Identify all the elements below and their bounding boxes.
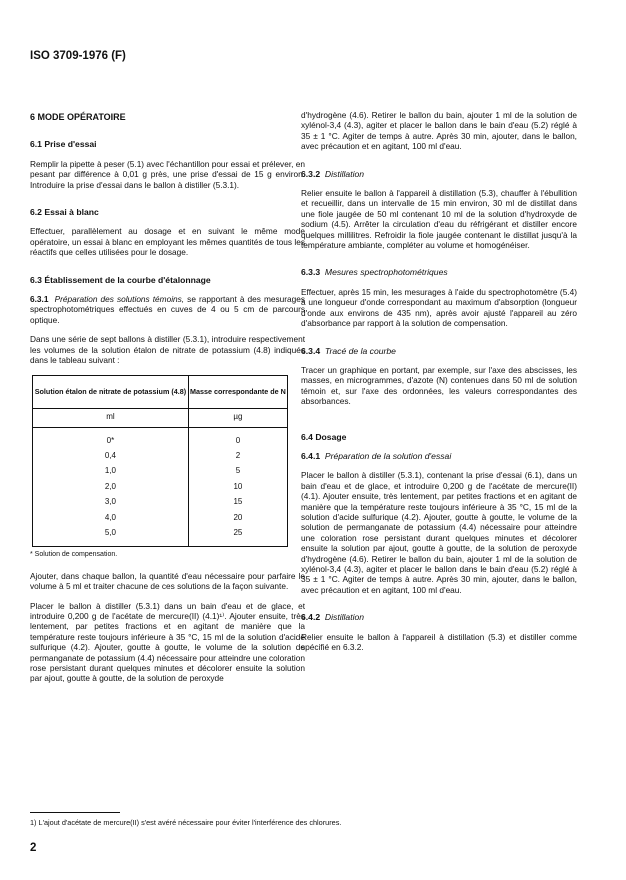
section-6-3-2-title: Distillation xyxy=(324,168,365,179)
section-6-3-4-text: Tracer un graphique en portant, par exemple, sur l'axe des abscisses, les masses, en microgrammes, d'azote (N) contenues dans 50 ml de solution témoin et, sur l'axe des ordonnées, les valeurs correspondantes des absorbances. xyxy=(301,364,577,407)
table-cell: 25 xyxy=(233,527,243,537)
table-header-solution: Solution étalon de nitrate de potassium (4.8) xyxy=(33,375,189,408)
table-cell: 2 xyxy=(235,450,241,460)
section-6-3-3-heading xyxy=(301,267,577,277)
section-6-4-1-title: Préparation de la solution d'essai xyxy=(324,450,452,461)
document-header: ISO 3709-1976 (F) xyxy=(30,50,126,62)
table-cell: 20 xyxy=(233,512,243,522)
continuation-text: d'hydrogène (4.6). Retirer le ballon du bain, ajouter 1 ml de la solution de xylénol-3,4 (4.3), agiter et placer le ballon dans le bain d'eau (5.2) réglé à 35 ± 1 °C. Agiter de temps à autre. Après 30 min, ajouter, dans le ballon, avec précaution et en agitant, 100 ml d'eau. xyxy=(301,110,577,152)
table-cell: 0* xyxy=(106,435,115,445)
section-6-2-text: Effectuer, parallèlement au dosage et en suivant le même mode opératoire, un essai à blanc en employant les mêmes quantités de tous les réactifs que celles utilisées pour le dosage. xyxy=(30,226,305,258)
section-6-3-1-title: Préparation des solutions témoins, xyxy=(54,294,185,305)
section-6-3-2-number: 6.3.2 xyxy=(301,168,321,179)
section-6-heading: 6 MODE OPÉRATOIRE xyxy=(30,112,126,122)
page-number: 2 xyxy=(30,842,37,854)
section-6-4-1-number: 6.4.1 xyxy=(301,450,321,461)
section-6-4-heading: 6.4 Dosage xyxy=(301,431,347,442)
section-6-3-4-title: Tracé de la courbe xyxy=(324,345,396,356)
after-table-text: Ajouter, dans chaque ballon, la quantité d'eau nécessaire pour parfaire le volume à 5 ml et traiter chacune de ces solutions de la façon suivante. xyxy=(30,570,305,592)
section-6-3-4-number: 6.3.4 xyxy=(301,345,321,356)
standard-solutions-table xyxy=(32,375,288,548)
section-6-3-3-text: Effectuer, après 15 min, les mesurages à l'aide du spectrophotomètre (5.4) à une longueur d'onde correspondant au maximum d'absorption (longueur d'onde aux environs de 435 nm), après avoir ajusté l'appareil au zéro d'absorbance par rapport à la solution de compensation. xyxy=(301,286,577,329)
table-volume-column xyxy=(33,427,189,547)
footnote: 1) L'ajout d'acétate de mercure(II) s'est avéré nécessaire pour éviter l'interférence des chlorures. xyxy=(30,818,342,827)
section-6-4-2-heading xyxy=(301,612,577,622)
footnote-rule xyxy=(30,812,120,813)
table-mass-column xyxy=(188,427,287,547)
table-header-mass: Masse correspondante de N xyxy=(188,375,287,408)
table-note: * Solution de compensation. xyxy=(30,551,118,559)
table-cell: 5,0 xyxy=(104,527,116,537)
table-cell: 5 xyxy=(235,466,241,476)
section-6-3-1-body: se rapportant à des mesurages spectrophotométriques effectués en cuves de 4 ou 5 cm de parcours optique. xyxy=(30,294,305,325)
table-cell: 3,0 xyxy=(104,497,116,507)
section-6-4-1-heading xyxy=(301,451,577,461)
section-6-2-heading: 6.2 Essai à blanc xyxy=(30,207,99,218)
section-6-3-2-text: Relier ensuite le ballon à l'appareil à distillation (5.3), chauffer à l'ébullition et recueillir, dans un intervalle de 15 min environ, 30 ml de distillat dans une fiole jaugée de 50 ml contenant 10 ml de la solution d'hydroxyde de sodium (4.5). Arrêter la circulation d'eau du réfrigérant et distiller encore quelques millilitres. Refroidir la fiole jaugée contenant le distillat jusqu'à la température ambiante, compléter au volume et homogénéiser. xyxy=(301,188,577,251)
section-6-3-heading: 6.3 Établissement de la courbe d'étalonnage xyxy=(30,274,211,285)
section-6-3-1-text2: Dans une série de sept ballons à distiller (5.3.1), introduire respectivement les volumes de la solution étalon de nitrate de potassium (4.8) indiqués dans le tableau suivant : xyxy=(30,334,305,366)
section-6-3-2-heading xyxy=(301,169,577,179)
table-cell: 0 xyxy=(235,435,241,445)
right-column xyxy=(301,110,577,661)
table-cell: 10 xyxy=(233,481,243,491)
section-6-3-3-number: 6.3.3 xyxy=(301,267,321,278)
left-column xyxy=(30,108,305,693)
table-cell: 2,0 xyxy=(104,481,116,491)
table-unit-ml: ml xyxy=(33,408,189,427)
table-cell: 15 xyxy=(233,497,243,507)
section-6-3-4-heading xyxy=(301,346,577,356)
section-6-1-heading: 6.1 Prise d'essai xyxy=(30,139,97,150)
section-6-3-1-text xyxy=(30,294,305,325)
section-6-3-3-title: Mesures spectrophotométriques xyxy=(324,267,448,278)
table-cell: 1,0 xyxy=(104,466,116,476)
section-6-4-2-title: Distillation xyxy=(324,612,365,623)
table-cell: 4,0 xyxy=(104,512,116,522)
table-unit-ug: µg xyxy=(188,408,287,427)
section-6-3-1-number: 6.3.1 xyxy=(30,294,49,305)
ballon-paragraph: Placer le ballon à distiller (5.3.1) dans un bain d'eau et de glace, et introduire 0,200 g de l'acétate de mercure(II) (4.1)¹⁾. Ajouter ensuite, très lentement, par petites fractions et en agitant de manière que la température reste toujours inférieure à 35 °C, 15 ml de la solution d'acide sulfurique (4.2). Ajouter, goutte à goutte, le volume de la solution de permanganate de potassium (4.4) nécessaire pour atteindre une coloration rose persistant durant quelques minutes et décolorer ensuite la solution par ajout, goutte à goutte, de la solution de peroxyde xyxy=(30,600,305,684)
section-6-1-text: Remplir la pipette à peser (5.1) avec l'échantillon pour essai et prélever, en pesant par différence à 0,01 g près, une prise d'essai de 15 g environ. Introduire la prise d'essai dans le ballon à distiller (5.3.1). xyxy=(30,158,305,190)
table-cell: 0,4 xyxy=(104,450,116,460)
section-6-4-2-number: 6.4.2 xyxy=(301,612,321,623)
section-6-4-1-text: Placer le ballon à distiller (5.3.1), contenant la prise d'essai (6.1), dans un bain d'eau et de glace, et introduire 0,200 g de l'acétate de mercure(II) (4.1). Ajouter ensuite, très lentement, par petites fractions et en agitant de manière que la température reste toujours inférieure à 35 °C, 15 ml de la solution d'acide sulfurique (4.2). Ajouter, goutte à goutte, le volume de la solution de permanganate de potassium (4.4) nécessaire pour atteindre une coloration rose persistant durant quelques minutes et décolorer ensuite la solution par ajout, goutte à goutte, de la solution de peroxyde d'hydrogène (4.6). Retirer le ballon du bain, ajouter 1 ml de la solution de xylénol-3,4 (4.3), agiter et placer le ballon dans le bain d'eau (5.2) réglé à 35 ± 1 °C. Agiter de temps à autre. Après 30 min, ajouter, dans le ballon, avec précaution et en agitant, 100 ml d'eau. xyxy=(301,470,577,595)
section-6-4-2-text: Relier ensuite le ballon à l'appareil à distillation (5.3) et distiller comme spécifié en 6.3.2. xyxy=(301,631,577,653)
